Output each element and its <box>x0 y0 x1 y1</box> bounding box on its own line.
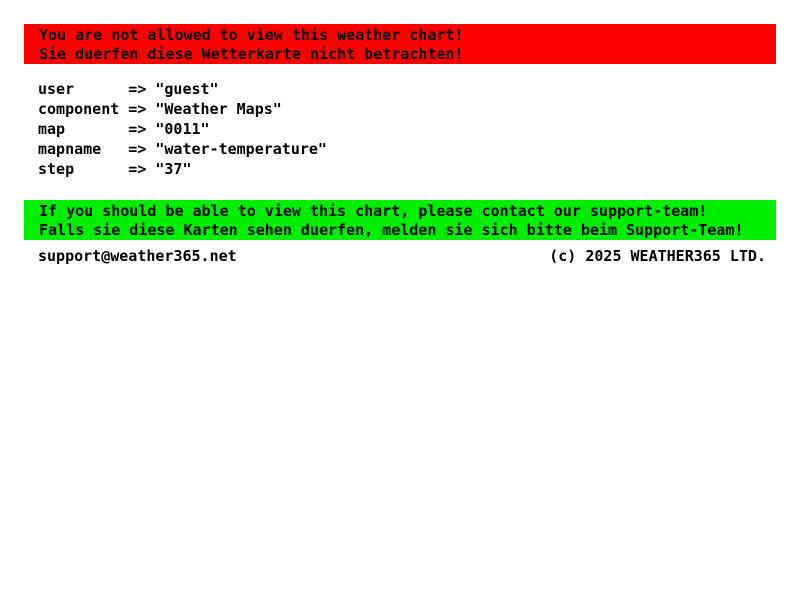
param-key: map <box>38 120 66 138</box>
param-key: component <box>38 100 120 118</box>
arrow-separator: => <box>128 100 147 118</box>
support-message-english: If you should be able to view this chart, please contact our support-team! <box>39 202 708 220</box>
arrow-separator: => <box>128 80 147 98</box>
param-row-step <box>38 159 327 179</box>
param-value: "0011" <box>155 120 210 138</box>
param-key: user <box>38 80 75 98</box>
request-params-list <box>38 79 327 179</box>
footer <box>38 246 766 266</box>
param-row-user <box>38 79 327 99</box>
error-message-english: You are not allowed to view this weather chart! <box>39 26 464 44</box>
param-row-map <box>38 119 327 139</box>
arrow-separator: => <box>128 140 147 158</box>
support-message-german: Falls sie diese Karten sehen duerfen, melden sie sich bitte beim Support-Team! <box>39 221 744 239</box>
error-banner <box>24 24 776 64</box>
param-value: "37" <box>155 160 192 178</box>
param-value: "guest" <box>155 80 219 98</box>
param-value: "water-temperature" <box>155 140 327 158</box>
arrow-separator: => <box>128 120 147 138</box>
param-row-component <box>38 99 327 119</box>
param-key: mapname <box>38 140 102 158</box>
error-message-german: Sie duerfen diese Wetterkarte nicht betrachten! <box>39 45 464 63</box>
support-email: support@weather365.net <box>38 247 237 265</box>
param-key: step <box>38 160 75 178</box>
support-banner <box>24 200 776 240</box>
param-row-mapname <box>38 139 327 159</box>
param-value: "Weather Maps" <box>155 100 282 118</box>
arrow-separator: => <box>128 160 147 178</box>
copyright-notice: (c) 2025 WEATHER365 LTD. <box>549 247 766 265</box>
